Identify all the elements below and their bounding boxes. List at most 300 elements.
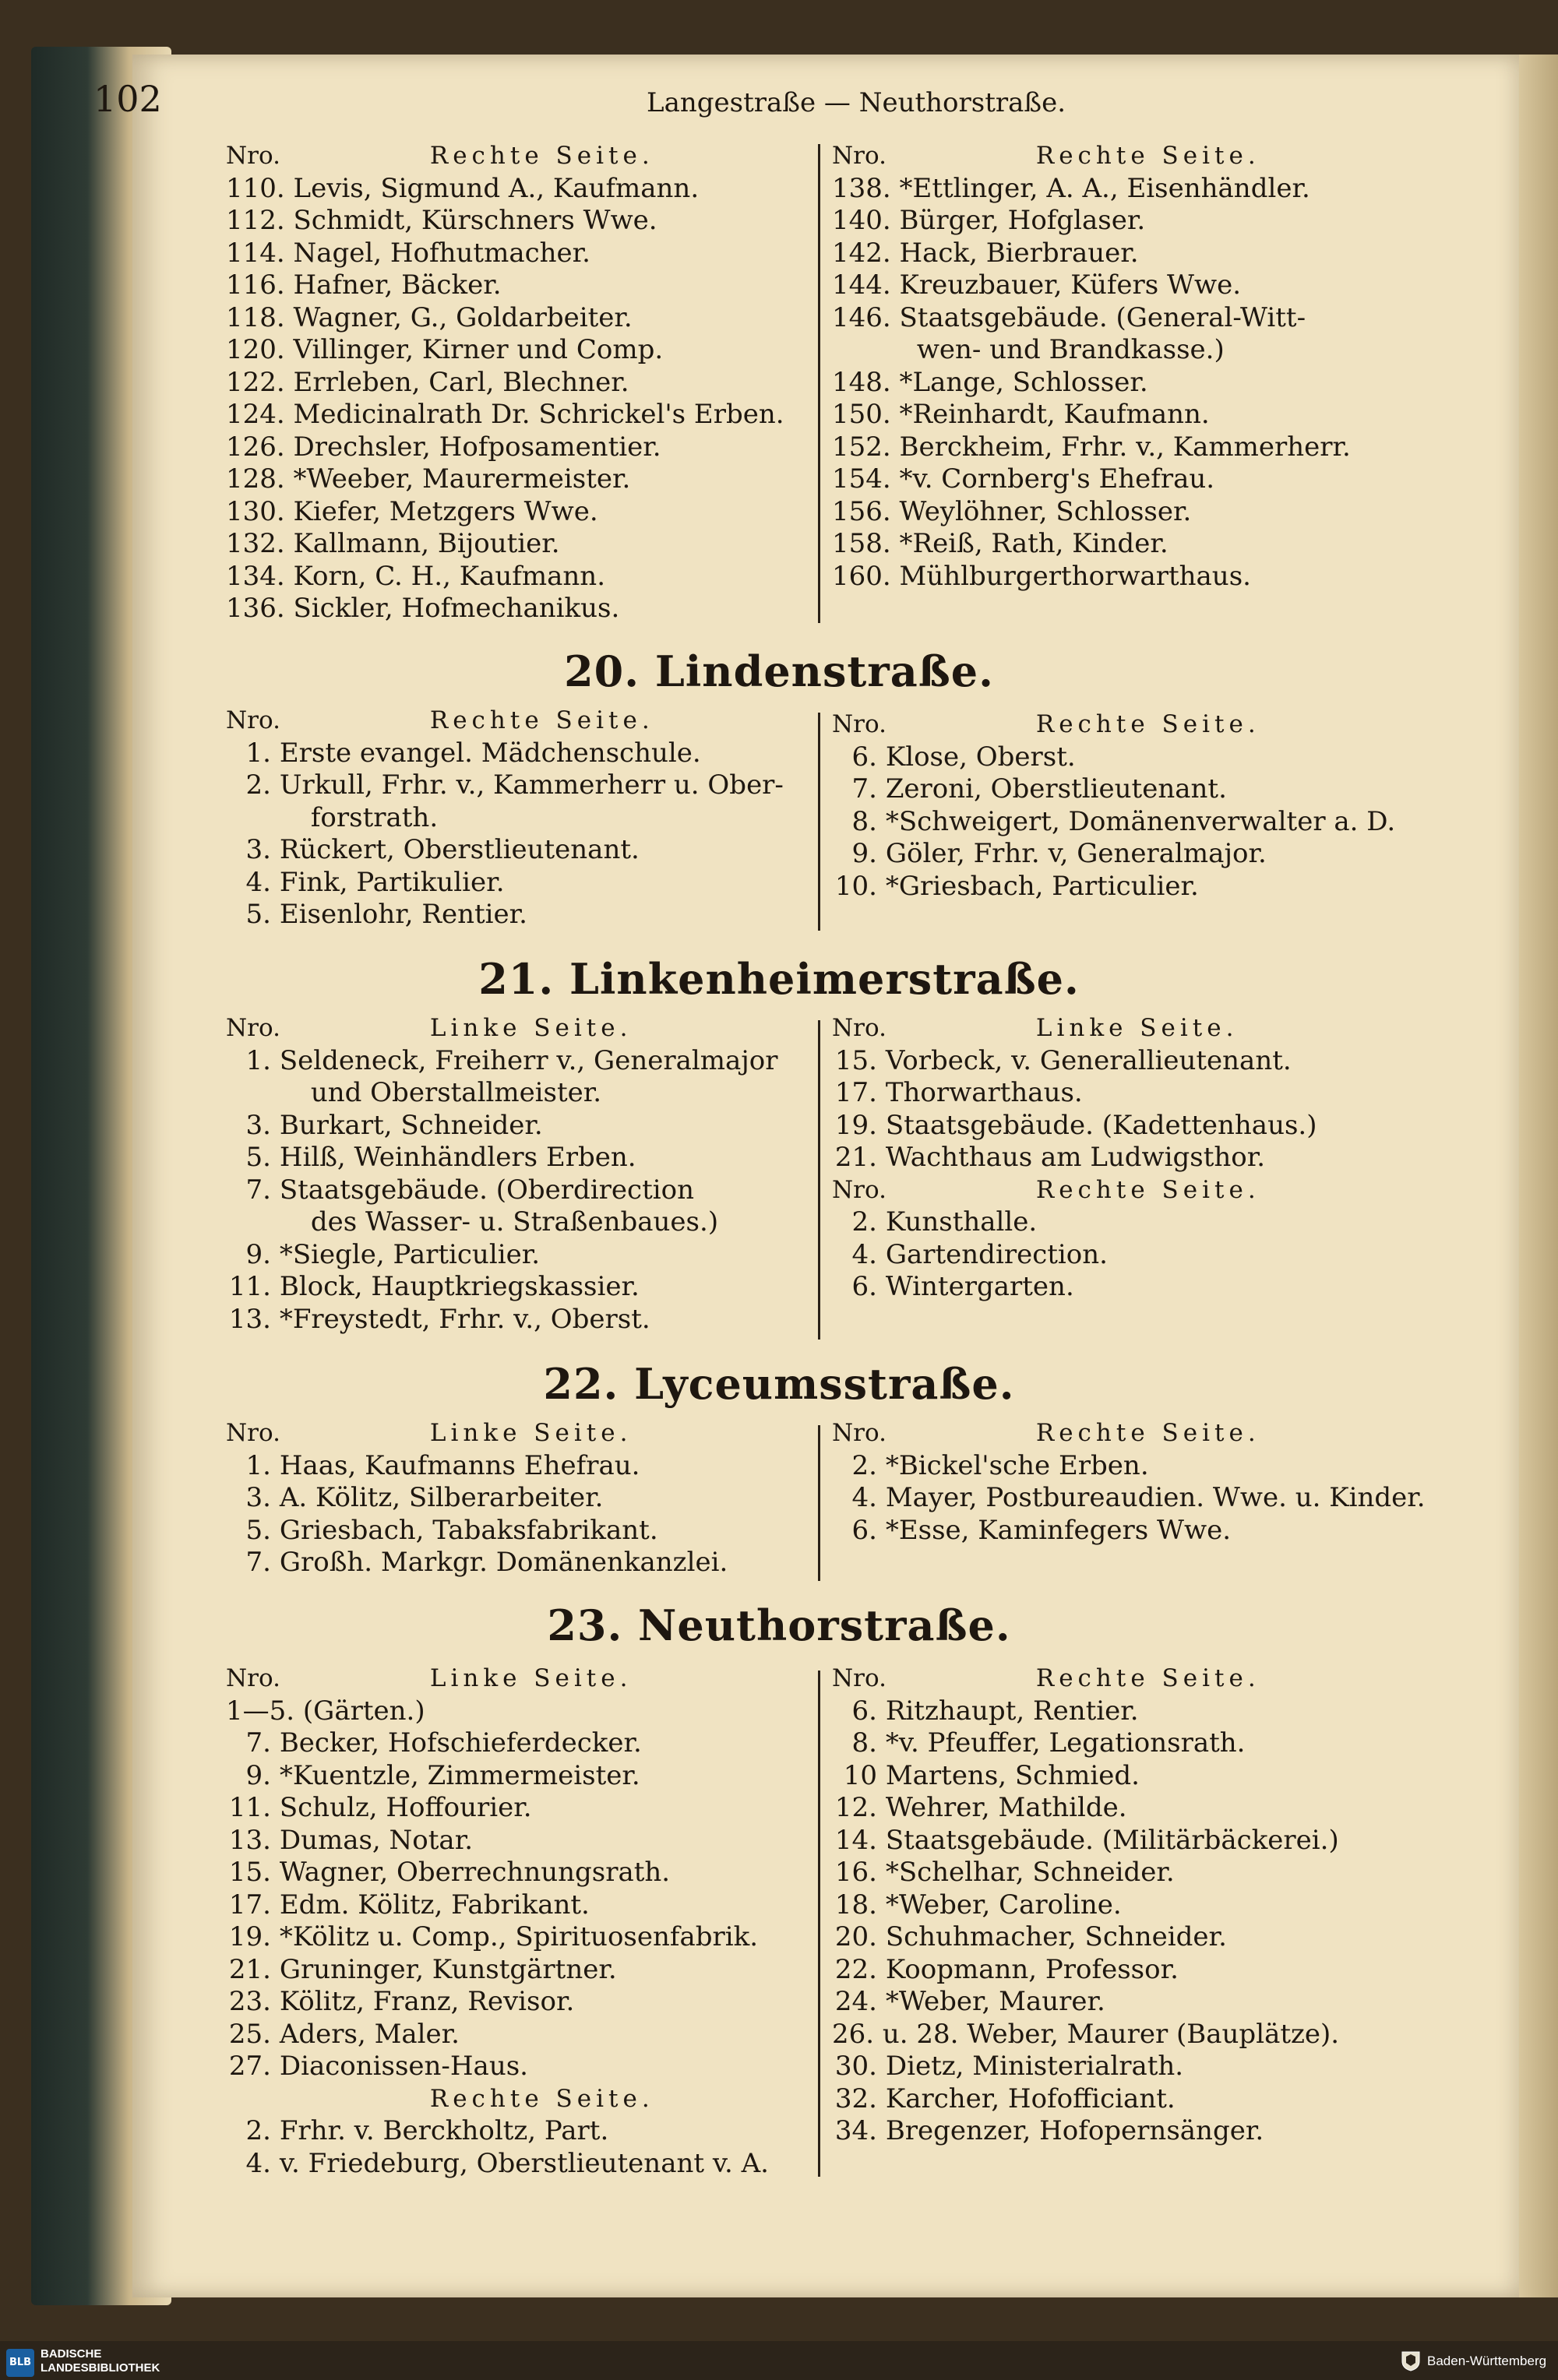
resident-text: *Freystedt, Frhr. v., Oberst. — [279, 1303, 650, 1335]
list-item — [832, 2051, 1339, 2083]
running-head-title: Langestraße — Neuthorstraße. — [647, 87, 1066, 118]
nro-label: Nro. — [226, 1664, 280, 1692]
house-number: 9. — [851, 838, 877, 869]
resident-text: Großh. Markgr. Domänenkanzlei. — [279, 1547, 728, 1578]
column-divider — [818, 1671, 820, 2177]
house-number: 1. — [245, 1449, 271, 1481]
section23-left-column — [226, 1663, 769, 2180]
house-number: 30. — [834, 2051, 877, 2082]
house-number: 154. — [832, 463, 891, 495]
resident-text: forstrath. — [310, 801, 439, 833]
house-number: 4. — [245, 2147, 271, 2179]
house-number: 23. — [228, 1986, 271, 2017]
house-number: 16. — [834, 1857, 877, 1888]
house-number: 5. — [245, 1142, 271, 1173]
list-item — [832, 1889, 1339, 1922]
resident-text: Block, Hauptkriegskassier. — [279, 1271, 640, 1302]
house-number: 19. — [228, 1921, 271, 1952]
resident-text: (Gärten.) — [302, 1695, 425, 1727]
resident-text: Thorwarthaus. — [885, 1077, 1083, 1108]
house-number: 10 — [843, 1759, 877, 1791]
section-title-23: 23. Neuthorstraße. — [547, 1600, 1011, 1650]
resident-text: und Oberstallmeister. — [310, 1077, 602, 1108]
house-number: 1. — [245, 1044, 271, 1076]
list-item — [832, 1792, 1339, 1825]
resident-text: Wagner, G., Goldarbeiter. — [293, 301, 633, 333]
resident-text: Staatsgebäude. (Militärbäckerei.) — [885, 1824, 1339, 1856]
resident-text: Wagner, Oberrechnungsrath. — [279, 1857, 671, 1888]
list-item — [226, 205, 784, 238]
house-number: 128. — [226, 463, 285, 495]
house-number: 24. — [834, 1986, 877, 2017]
list-item — [832, 238, 1351, 270]
house-number: 118. — [226, 301, 285, 333]
resident-text: Gruninger, Kunstgärtner. — [279, 1953, 617, 1985]
house-number: 3. — [245, 1109, 271, 1141]
house-number: 136. — [226, 593, 285, 624]
page-number: 102 — [93, 78, 162, 120]
nro-label: Nro. — [226, 706, 280, 734]
house-number: 7. — [245, 1174, 271, 1206]
resident-text: Erste evangel. Mädchenschule. — [279, 737, 701, 769]
house-number: 13. — [228, 1303, 271, 1335]
resident-text: *Ettlinger, A. A., Eisenhändler. — [899, 172, 1310, 204]
list-item — [832, 367, 1351, 400]
house-number: 160. — [832, 560, 891, 592]
house-number: 4. — [851, 1238, 877, 1270]
resident-text: Seldeneck, Freiherr v., Generalmajor — [279, 1044, 778, 1076]
list-item — [832, 334, 1351, 367]
resident-text: *Weeber, Maurermeister. — [293, 463, 631, 495]
house-number: 122. — [226, 366, 285, 398]
list-item — [832, 1239, 1317, 1272]
resident-text: Kiefer, Metzgers Wwe. — [293, 495, 598, 527]
column-divider — [818, 1020, 820, 1340]
side-label: Rechte Seite. — [1035, 142, 1260, 170]
resident-text: Nagel, Hofhutmacher. — [293, 237, 590, 269]
house-number: 4. — [851, 1482, 877, 1513]
list-item — [832, 1142, 1317, 1174]
column-header — [832, 140, 1351, 173]
blb-label-line2: LANDESBIBLIOTHEK — [41, 2361, 160, 2375]
column-header — [832, 1417, 1426, 1450]
house-number: 5. — [245, 899, 271, 930]
resident-text: Urkull, Frhr. v., Kammerherr u. Ober- — [279, 769, 784, 801]
house-number: 6. — [851, 741, 877, 773]
house-number: 26. u. 28. — [832, 2018, 959, 2050]
resident-text: Becker, Hofschieferdecker. — [279, 1727, 642, 1759]
list-item — [832, 1045, 1317, 1078]
house-number: 150. — [832, 399, 891, 430]
blb-label-line1: BADISCHE — [41, 2347, 102, 2361]
list-item — [226, 867, 784, 900]
resident-text: *Kuentzle, Zimmermeister. — [279, 1759, 640, 1791]
section22-left-column — [226, 1417, 728, 1579]
list-item — [832, 838, 1395, 871]
resident-text: Frhr. v. Berckholtz, Part. — [279, 2115, 609, 2146]
list-item — [832, 1450, 1426, 1483]
list-item — [226, 1110, 778, 1142]
house-number: 8. — [851, 1727, 877, 1759]
list-item — [832, 496, 1351, 529]
resident-text: Aders, Maler. — [279, 2018, 460, 2050]
resident-text: Kallmann, Bijoutier. — [293, 528, 560, 559]
list-item — [226, 1547, 728, 1579]
resident-text: Eisenlohr, Rentier. — [279, 899, 527, 930]
list-item — [226, 302, 784, 335]
list-item — [226, 1986, 769, 2019]
house-number: 9. — [245, 1759, 271, 1791]
list-item — [832, 773, 1395, 806]
house-number: 14. — [834, 1824, 877, 1856]
list-item — [832, 741, 1395, 774]
house-number: 27. — [228, 2051, 271, 2082]
house-number: 21. — [834, 1142, 877, 1173]
list-item — [226, 1271, 778, 1304]
list-item — [832, 302, 1351, 335]
resident-text: *Kölitz u. Comp., Spirituosenfabrik. — [279, 1921, 759, 1952]
list-item — [226, 1206, 778, 1239]
house-number: 6. — [851, 1271, 877, 1302]
list-item — [226, 769, 784, 802]
house-number: 11. — [228, 1271, 271, 1302]
house-number: 152. — [832, 431, 891, 463]
column-header — [226, 140, 784, 173]
list-item — [226, 2019, 769, 2051]
resident-text: Bürger, Hofglaser. — [899, 205, 1146, 236]
resident-text: Drechsler, Hofposamentier. — [293, 431, 661, 463]
nro-label: Nro. — [832, 1664, 887, 1692]
resident-text: Medicinalrath Dr. Schrickel's Erben. — [293, 399, 784, 430]
column-divider — [818, 1425, 820, 1581]
nro-label: Nro. — [226, 1419, 280, 1447]
resident-text: Sickler, Hofmechanikus. — [293, 593, 620, 624]
resident-text: Bregenzer, Hofopernsänger. — [885, 2115, 1264, 2146]
list-item — [832, 1077, 1317, 1110]
list-item — [832, 1695, 1339, 1728]
house-number: 142. — [832, 237, 891, 269]
list-item — [226, 496, 784, 529]
house-number: 144. — [832, 269, 891, 301]
column-header — [226, 2083, 769, 2116]
resident-text: Wintergarten. — [885, 1271, 1074, 1302]
list-item — [226, 528, 784, 561]
house-number: 116. — [226, 269, 285, 301]
resident-text: *Schelhar, Schneider. — [885, 1857, 1175, 1888]
house-number: 6. — [851, 1695, 877, 1727]
resident-text: Hack, Bierbrauer. — [899, 237, 1139, 269]
list-item — [226, 173, 784, 206]
house-number: 8. — [851, 805, 877, 837]
list-item — [226, 2148, 769, 2181]
list-item — [226, 399, 784, 431]
baden-wuerttemberg-crest-icon — [1399, 2349, 1422, 2372]
list-item — [832, 1857, 1339, 1889]
list-item — [832, 269, 1351, 302]
house-number: 17. — [834, 1077, 877, 1108]
list-item — [226, 738, 784, 770]
resident-text: Wehrer, Mathilde. — [885, 1792, 1127, 1823]
resident-text: *Bickel'sche Erben. — [885, 1449, 1149, 1481]
list-item — [832, 1206, 1317, 1239]
list-item — [832, 1825, 1339, 1857]
side-label: Linke Seite. — [429, 1664, 633, 1692]
resident-text: Burkart, Schneider. — [279, 1109, 543, 1141]
house-number: 3. — [245, 1482, 271, 1513]
resident-text: Vorbeck, v. Generallieutenant. — [885, 1044, 1292, 1076]
side-label: Linke Seite. — [429, 1419, 633, 1447]
list-item — [226, 2051, 769, 2083]
resident-text: Korn, C. H., Kaufmann. — [293, 560, 605, 592]
house-number: 6. — [851, 1514, 877, 1546]
list-item — [832, 561, 1351, 593]
house-number: 2. — [245, 769, 271, 801]
resident-text: Errleben, Carl, Blechner. — [293, 366, 629, 398]
column-header — [832, 709, 1395, 741]
list-item — [226, 1760, 769, 1793]
resident-text: Klose, Oberst. — [885, 741, 1076, 773]
side-label: Rechte Seite. — [429, 2084, 654, 2113]
list-item — [832, 528, 1351, 561]
list-item — [832, 399, 1351, 431]
nro-label: Nro. — [832, 1014, 887, 1042]
house-number: 130. — [226, 495, 285, 527]
list-item — [226, 1077, 778, 1110]
list-item — [832, 1482, 1426, 1515]
facing-page-edge — [1519, 55, 1558, 2297]
list-item — [226, 802, 784, 835]
section21-left-column — [226, 1012, 778, 1336]
resident-text: Staatsgebäude. (Oberdirection — [279, 1174, 694, 1206]
house-number: 17. — [228, 1889, 271, 1921]
house-number: 7. — [245, 1547, 271, 1578]
resident-text: Hafner, Bäcker. — [293, 269, 502, 301]
house-number: 21. — [228, 1953, 271, 1985]
column-header — [832, 1012, 1317, 1045]
resident-text: *Weber, Caroline. — [885, 1889, 1122, 1921]
resident-text: Villinger, Kirner und Comp. — [293, 334, 664, 365]
list-item — [226, 1825, 769, 1857]
house-number: 5. — [245, 1514, 271, 1546]
resident-text: Gartendirection. — [885, 1238, 1108, 1270]
side-label: Rechte Seite. — [429, 142, 654, 170]
block1-right-column — [832, 140, 1351, 593]
nro-label: Nro. — [832, 142, 887, 170]
list-item — [226, 367, 784, 400]
resident-text: Dietz, Ministerialrath. — [885, 2051, 1184, 2082]
house-number: 112. — [226, 205, 285, 236]
list-item — [832, 463, 1351, 496]
house-number: 3. — [245, 834, 271, 865]
section20-left-column — [226, 705, 784, 931]
list-item — [832, 1515, 1426, 1547]
column-header — [832, 1174, 1317, 1207]
resident-text: Koopmann, Professor. — [885, 1953, 1179, 1985]
house-number: 126. — [226, 431, 285, 463]
house-number: 1. — [245, 737, 271, 769]
resident-text: *v. Pfeuffer, Legationsrath. — [885, 1727, 1246, 1759]
list-item — [226, 334, 784, 367]
resident-text: Kreuzbauer, Küfers Wwe. — [899, 269, 1242, 301]
resident-text: *Esse, Kaminfegers Wwe. — [885, 1514, 1232, 1546]
resident-text: Dumas, Notar. — [279, 1824, 474, 1856]
list-item — [832, 1727, 1339, 1760]
house-number: 138. — [832, 172, 891, 204]
list-item — [832, 2083, 1339, 2116]
nro-label: Nro. — [226, 1014, 280, 1042]
resident-text: Mayer, Postbureaudien. Wwe. u. Kinder. — [885, 1482, 1426, 1513]
list-item — [832, 1954, 1339, 1987]
list-item — [226, 1727, 769, 1760]
house-number: 114. — [226, 237, 285, 269]
section-title-21: 21. Linkenheimerstraße. — [478, 954, 1080, 1004]
house-number: 140. — [832, 205, 891, 236]
list-item — [832, 205, 1351, 238]
house-number: 9. — [245, 1238, 271, 1270]
list-item — [226, 1857, 769, 1889]
house-number: 2. — [851, 1206, 877, 1238]
resident-text: *Griesbach, Particulier. — [885, 870, 1199, 902]
resident-text: *Siegle, Particulier. — [279, 1238, 541, 1270]
resident-text: Fink, Partikulier. — [279, 866, 505, 898]
list-item — [832, 1986, 1339, 2019]
baden-wuerttemberg-label: Baden-Württemberg — [1427, 2354, 1547, 2368]
column-header — [226, 1012, 778, 1045]
resident-text: Kölitz, Franz, Revisor. — [279, 1986, 575, 2017]
list-item — [226, 1304, 778, 1336]
house-number: 132. — [226, 528, 285, 559]
resident-text: *Lange, Schlosser. — [899, 366, 1148, 398]
resident-text: Ritzhaupt, Rentier. — [885, 1695, 1139, 1727]
list-item — [226, 431, 784, 464]
column-header — [226, 1663, 769, 1695]
resident-text: Levis, Sigmund A., Kaufmann. — [293, 172, 700, 204]
list-item — [226, 1695, 769, 1728]
list-item — [226, 561, 784, 593]
house-number: 1—5. — [226, 1695, 295, 1727]
section20-right-column — [832, 709, 1395, 903]
resident-text: Karcher, Hofofficiant. — [885, 2082, 1176, 2114]
list-item — [226, 593, 784, 625]
list-item — [832, 1760, 1339, 1793]
list-item — [226, 463, 784, 496]
resident-text: Weylöhner, Schlosser. — [899, 495, 1192, 527]
column-divider — [818, 713, 820, 931]
nro-label: Nro. — [226, 142, 280, 170]
house-number: 134. — [226, 560, 285, 592]
resident-text: Griesbach, Tabaksfabrikant. — [279, 1514, 658, 1546]
list-item — [832, 1271, 1317, 1304]
resident-text: Diaconissen-Haus. — [279, 2051, 528, 2082]
column-header — [226, 705, 784, 738]
house-number: 15. — [834, 1044, 877, 1076]
list-item — [832, 2019, 1339, 2051]
list-item — [832, 871, 1395, 903]
resident-text: Göler, Frhr. v, Generalmajor. — [885, 838, 1267, 869]
resident-text: Hilß, Weinhändlers Erben. — [279, 1142, 636, 1173]
house-number: 124. — [226, 399, 285, 430]
list-item — [832, 1110, 1317, 1142]
footer-bar — [0, 2341, 1558, 2380]
resident-text: Staatsgebäude. (General-Witt- — [899, 301, 1306, 333]
section21-right-column — [832, 1012, 1317, 1304]
list-item — [832, 1921, 1339, 1954]
resident-text: A. Kölitz, Silberarbeiter. — [279, 1482, 604, 1513]
resident-text: Schulz, Hoffourier. — [279, 1792, 532, 1823]
resident-text: Staatsgebäude. (Kadettenhaus.) — [885, 1109, 1317, 1141]
list-item — [226, 1515, 728, 1547]
block1-left-column — [226, 140, 784, 625]
resident-text: des Wasser- u. Straßenbaues.) — [310, 1206, 719, 1238]
list-item — [226, 834, 784, 867]
list-item — [226, 1889, 769, 1922]
resident-text: *v. Cornberg's Ehefrau. — [899, 463, 1215, 495]
resident-text: Schuhmacher, Schneider. — [885, 1921, 1227, 1952]
house-number: 156. — [832, 495, 891, 527]
side-label: Linke Seite. — [1035, 1014, 1239, 1042]
section-title-20: 20. Lindenstraße. — [564, 646, 994, 696]
resident-text: Martens, Schmied. — [885, 1759, 1140, 1791]
resident-text: v. Friedeburg, Oberstlieutenant v. A. — [279, 2147, 769, 2179]
house-number: 25. — [228, 2018, 271, 2050]
nro-label: Nro. — [832, 1175, 887, 1204]
list-item — [226, 269, 784, 302]
house-number: 11. — [228, 1792, 271, 1823]
house-number: 19. — [834, 1109, 877, 1141]
resident-text: wen- und Brandkasse.) — [916, 334, 1225, 365]
house-number: 32. — [834, 2082, 877, 2114]
house-number: 34. — [834, 2115, 877, 2146]
list-item — [832, 2115, 1339, 2148]
side-label: Rechte Seite. — [1035, 1664, 1260, 1692]
side-label: Rechte Seite. — [429, 706, 654, 734]
resident-text: Kunsthalle. — [885, 1206, 1038, 1238]
resident-text: Wachthaus am Ludwigsthor. — [885, 1142, 1266, 1173]
list-item — [226, 899, 784, 931]
house-number: 13. — [228, 1824, 271, 1856]
list-item — [226, 238, 784, 270]
resident-text: Berckheim, Frhr. v., Kammerherr. — [899, 431, 1351, 463]
column-header — [226, 1417, 728, 1450]
house-number: 2. — [851, 1449, 877, 1481]
list-item — [226, 1954, 769, 1987]
house-number: 7. — [851, 773, 877, 804]
house-number: 10. — [834, 870, 877, 902]
house-number: 110. — [226, 172, 285, 204]
resident-text: Zeroni, Oberstlieutenant. — [885, 773, 1227, 804]
house-number: 158. — [832, 528, 891, 559]
resident-text: Haas, Kaufmanns Ehefrau. — [279, 1449, 640, 1481]
resident-text: Schmidt, Kürschners Wwe. — [293, 205, 657, 236]
list-item — [832, 173, 1351, 206]
house-number: 15. — [228, 1857, 271, 1888]
list-item — [226, 1045, 778, 1078]
list-item — [226, 1792, 769, 1825]
house-number: 120. — [226, 334, 285, 365]
list-item — [226, 1921, 769, 1954]
section22-right-column — [832, 1417, 1426, 1547]
resident-text: Mühlburgerthorwarthaus. — [899, 560, 1251, 592]
side-label: Linke Seite. — [429, 1014, 633, 1042]
house-number: 20. — [834, 1921, 877, 1952]
resident-text: Rückert, Oberstlieutenant. — [279, 834, 640, 865]
column-header — [832, 1663, 1339, 1695]
column-divider — [818, 144, 820, 623]
list-item — [226, 1450, 728, 1483]
house-number: 22. — [834, 1953, 877, 1985]
list-item — [226, 2115, 769, 2148]
side-label: Rechte Seite. — [1035, 1419, 1260, 1447]
